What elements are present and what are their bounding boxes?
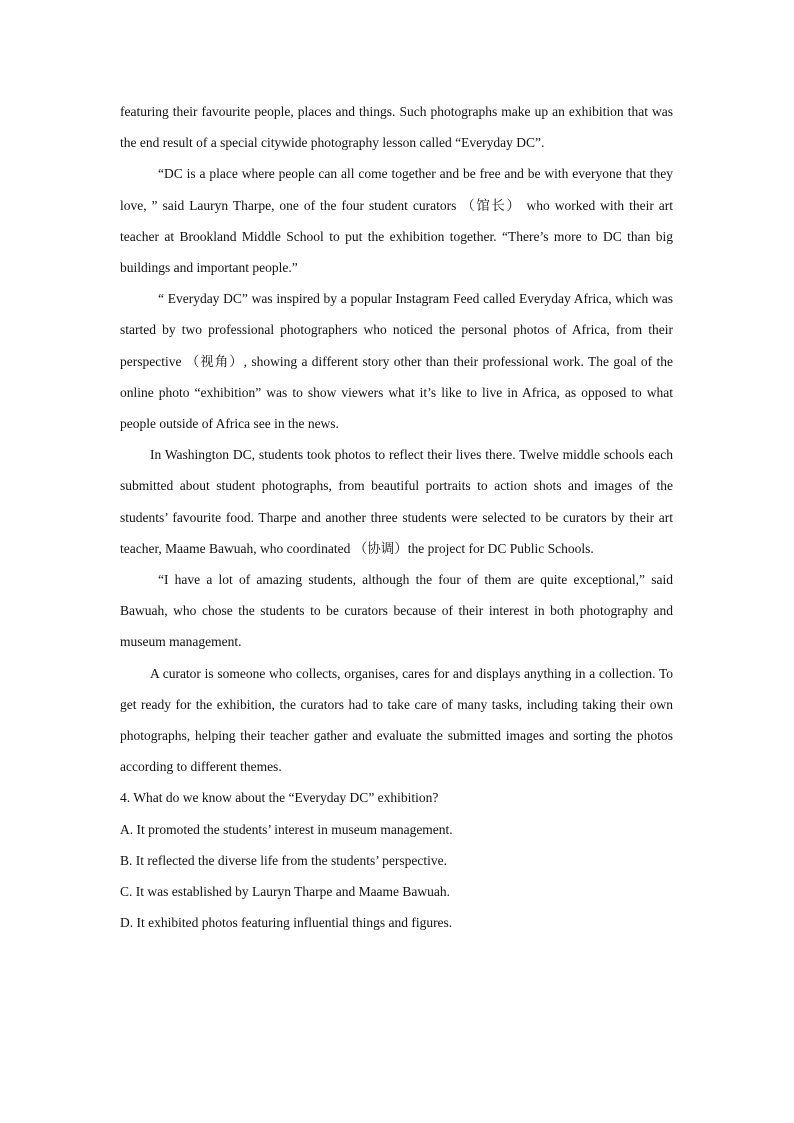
document-page xyxy=(120,96,673,938)
option-d: D. It exhibited photos featuring influential things and figures. xyxy=(120,915,453,931)
paragraph-6: A curator is someone who collects, organises, cares for and displays anything in a collection. To get ready for the exhibition, the curators had to take care of many tasks, including taking their own photographs, helping their teacher gather and evaluate the submitted images and sorting the photos according to different themes. xyxy=(120,665,673,775)
paragraph-4: In Washington DC, students took photos to reflect their lives there. Twelve middle schools each submitted about student photographs, from beautiful portraits to action shots and images of the students’ favourite food. Tharpe and another three students were selected to be curators by their art teacher, Maame Bawuah, who coordinated （协调）the project for DC Public Schools. xyxy=(120,447,673,556)
paragraph-5: “I have a lot of amazing students, although the four of them are quite exceptional,” said Bawuah, who chose the students to be curators because of their interest in both photography and museum management. xyxy=(120,572,673,650)
paragraph-2: “DC is a place where people can all come together and be free and be with everyone that they love, ” said Lauryn Tharpe, one of the four student curators （馆长） who worked with their art teacher at Brookland Middle School to put the exhibition together. “There’s more to DC than big buildings and important people.” xyxy=(120,166,673,276)
question-block xyxy=(120,782,673,938)
paragraph-1: featuring their favourite people, places and things. Such photographs make up an exhibition that was the end result of a special citywide photography lesson called “Everyday DC”. xyxy=(120,104,673,151)
option-c: C. It was established by Lauryn Tharpe and Maame Bawuah. xyxy=(120,884,451,900)
paragraph-3: “ Everyday DC” was inspired by a popular Instagram Feed called Everyday Africa, which was started by two professional photographers who noticed the personal photos of Africa, from their perspective （视角）, showing a different story other than their professional work. The goal of the online photo “exhibition” was to show viewers what it’s like to live in Africa, as opposed to what people outside of Africa see in the news. xyxy=(120,291,673,432)
option-a: A. It promoted the students’ interest in museum management. xyxy=(120,821,453,837)
question-stem: 4. What do we know about the “Everyday DC” exhibition? xyxy=(120,790,439,806)
option-b: B. It reflected the diverse life from the students’ perspective. xyxy=(120,852,447,868)
